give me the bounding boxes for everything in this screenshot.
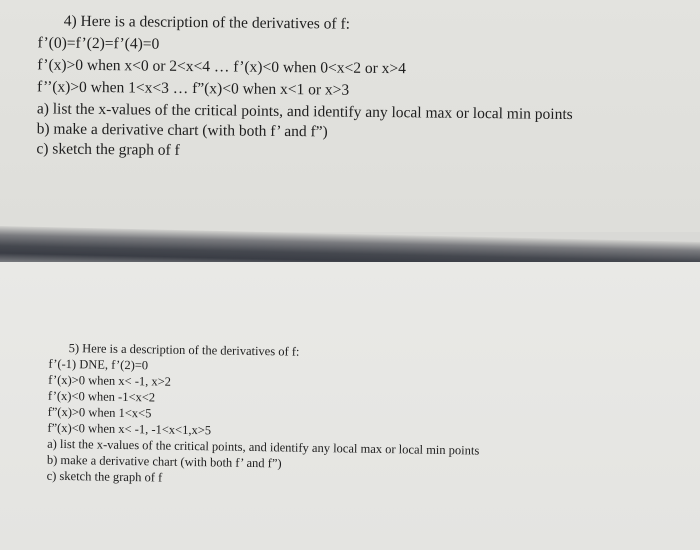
problem-5-task-a: a) list the x-values of the critical points, and identify any local max or local min points xyxy=(47,436,480,458)
problem-4-condition: f’(0)=f’(2)=f’(4)=0 xyxy=(37,34,160,53)
problem-5-task-c: c) sketch the graph of f xyxy=(46,468,163,485)
problem-5-condition: f’(x)<0 when -1<x<2 xyxy=(47,388,156,405)
top-page xyxy=(0,0,700,232)
problem-4-task-c: c) sketch the graph of f xyxy=(36,140,180,159)
problem-4-condition: f’’(x)>0 when 1<x<3 … f”(x)<0 when x<1 or x>3 xyxy=(37,78,350,99)
bottom-page xyxy=(0,262,700,550)
problem-5-condition: f”(x)<0 when x< -1, -1<x<1,x>5 xyxy=(47,420,212,438)
problem-5-heading: 5) Here is a description of the derivatives of f: xyxy=(68,341,300,359)
problem-4-task-a: a) list the x-values of the critical points, and identify any local max or local min points xyxy=(36,100,573,124)
problem-5-condition: f’(-1) DNE, f’(2)=0 xyxy=(48,356,149,373)
problem-4-heading: 4) Here is a description of the derivatives of f: xyxy=(63,12,351,33)
problem-4-task-b: b) make a derivative chart (with both f’ and f”) xyxy=(36,120,328,141)
problem-4-condition: f’(x)>0 when x<0 or 2<x<4 … f’(x)<0 when 0<x<2 or x>4 xyxy=(37,56,407,78)
problem-5-condition: f’(x)>0 when x< -1, x>2 xyxy=(48,372,172,389)
problem-5-condition: f”(x)>0 when 1<x<5 xyxy=(47,404,152,421)
problem-5-task-b: b) make a derivative chart (with both f’ and f”) xyxy=(46,452,282,471)
